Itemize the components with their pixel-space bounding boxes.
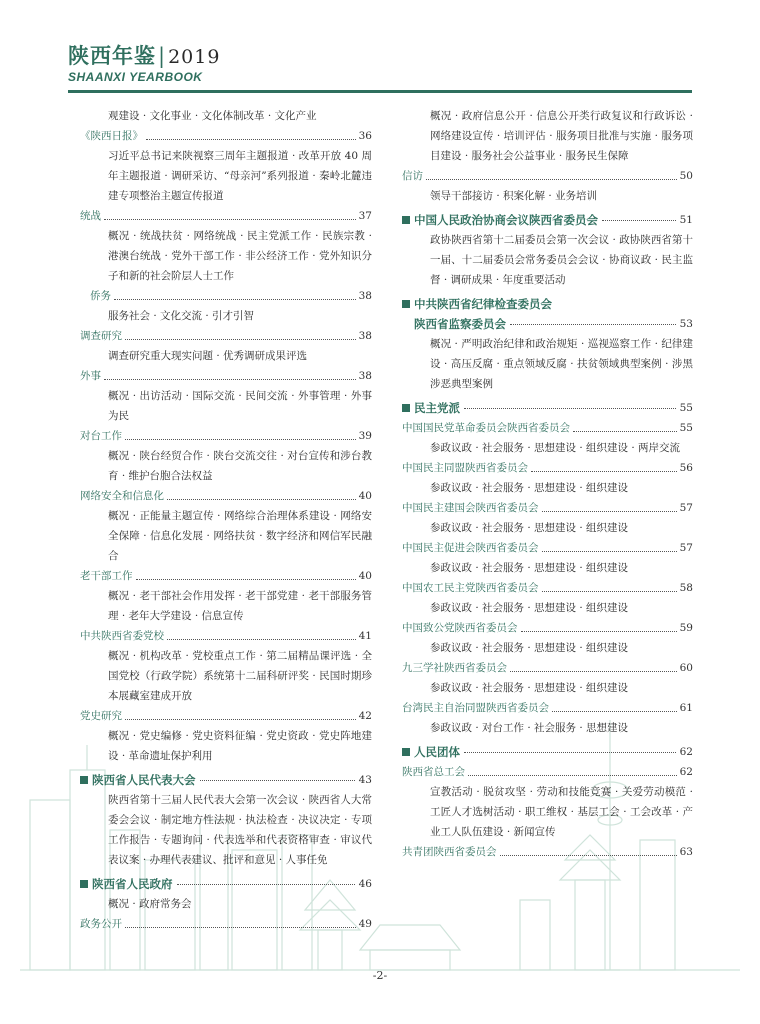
toc-entry[interactable]: [402, 458, 693, 478]
dot-leader: [104, 379, 356, 380]
toc-entry[interactable]: [80, 286, 372, 306]
toc-entry-page: 60: [679, 662, 693, 674]
toc-entry-title: 信访: [402, 170, 423, 182]
dot-leader: [573, 431, 677, 432]
toc-entry-title: 《陕西日报》: [80, 130, 143, 142]
toc-entry-title: 中国国民党革命委员会陕西省委员会: [402, 422, 570, 434]
dot-leader: [464, 408, 676, 409]
toc-entry-page: 38: [358, 290, 372, 302]
toc-entry[interactable]: [80, 914, 372, 934]
toc-entry[interactable]: [80, 486, 372, 506]
dot-leader: [552, 711, 677, 712]
toc-description: 参政议政 · 社会服务 · 思想建设 · 组织建设: [430, 482, 629, 494]
toc-entry-page: 63: [679, 846, 693, 858]
toc-entry-title: 中国民主同盟陕西省委员会: [402, 462, 528, 474]
section-square-icon: [402, 748, 410, 756]
toc-entry[interactable]: [402, 698, 693, 718]
toc-description: 政协陕西省第十二届委员会第一次会议 · 政协陕西省第十一届、十二届委员会常务委员会会议 · 协商议政 · 民主监督 · 调研成果 · 年度重要活动: [430, 234, 693, 286]
toc-entry-page: 36: [358, 130, 372, 142]
toc-entry[interactable]: [402, 762, 693, 782]
toc-entry-title: 台湾民主自治同盟陕西省委员会: [402, 702, 549, 714]
toc-entry[interactable]: [80, 206, 372, 226]
dot-leader: [464, 752, 676, 753]
toc-description: 参政议政 · 社会服务 · 思想建设 · 组织建设: [430, 682, 629, 694]
toc-entry-title: 侨务: [90, 290, 111, 302]
dot-leader: [167, 639, 356, 640]
toc-entry-title: 调查研究: [80, 330, 122, 342]
dot-leader: [167, 499, 356, 500]
toc-description: 观建设 · 文化事业 · 文化体制改革 · 文化产业: [108, 110, 317, 122]
brand-separator: |: [158, 44, 167, 68]
dot-leader: [125, 439, 356, 440]
dot-leader: [468, 775, 677, 776]
toc-entry-title: 中国民主促进会陕西省委员会: [402, 542, 539, 554]
toc-description: 参政议政 · 社会服务 · 思想建设 · 组织建设: [430, 602, 629, 614]
toc-section[interactable]: [402, 742, 693, 762]
toc-section[interactable]: [80, 770, 372, 790]
toc-entry-page: 38: [358, 330, 372, 342]
toc-section-page: 51: [679, 214, 693, 226]
page-number: -2-: [372, 969, 388, 982]
toc-section-title: 陕西省人民政府: [92, 877, 173, 891]
toc-entry-page: 62: [679, 766, 693, 778]
toc-entry-title: 党史研究: [80, 710, 122, 722]
toc-entry-title: 统战: [80, 210, 101, 222]
toc-entry[interactable]: [402, 538, 693, 558]
dot-leader: [521, 631, 677, 632]
toc-entry[interactable]: [402, 578, 693, 598]
toc-description: 宣教活动 · 脱贫攻坚 · 劳动和技能竞赛 · 关爱劳动模范 · 工匠人才选树活动 · 职工维权 · 基层工会 · 工会改革 · 产业工人队伍建设 · 新闻宣传: [430, 786, 693, 838]
toc-section-page: 46: [358, 878, 372, 890]
toc-entry-page: 56: [679, 462, 693, 474]
brand-title-en: SHAANXI YEARBOOK: [68, 70, 203, 84]
dot-leader: [542, 591, 677, 592]
toc-entry-page: 57: [679, 502, 693, 514]
toc-entry[interactable]: [402, 842, 693, 862]
toc-section-page: 53: [679, 318, 693, 330]
toc-entry-page: 42: [358, 710, 372, 722]
toc-entry-page: 55: [679, 422, 693, 434]
section-square-icon: [402, 404, 410, 412]
toc-description: 参政议政 · 对台工作 · 社会服务 · 思想建设: [430, 722, 629, 734]
dot-leader: [542, 551, 677, 552]
toc-description: 服务社会 · 文化交流 · 引才引智: [108, 310, 255, 322]
toc-section[interactable]: [402, 294, 693, 334]
toc-entry[interactable]: [80, 706, 372, 726]
toc-entry-title: 中共陕西省委党校: [80, 630, 164, 642]
dot-leader: [510, 671, 677, 672]
page-header: [68, 44, 220, 84]
brand-title: [68, 44, 220, 69]
toc-column-left: [80, 106, 372, 934]
toc-entry[interactable]: [80, 366, 372, 386]
dot-leader: [125, 927, 356, 928]
toc-entry-page: 59: [679, 622, 693, 634]
dot-leader: [136, 579, 356, 580]
toc-entry-title: 政务公开: [80, 918, 122, 930]
toc-section-page: 55: [679, 402, 693, 414]
toc-description: 概况 · 政府信息公开 · 信息公开类行政复议和行政诉讼 · 网络建设宣传 · 培训评估 · 服务项目批准与实施 · 服务项目建设 · 服务社会公益事业 · 服务民生保障: [430, 110, 693, 162]
toc-description: 概况 · 老干部社会作用发挥 · 老干部党建 · 老干部服务管理 · 老年大学建设 · 信息宣传: [108, 590, 372, 622]
toc-entry[interactable]: [80, 326, 372, 346]
brand-year: 2019: [168, 46, 221, 68]
toc-entry[interactable]: [80, 426, 372, 446]
toc-section-title: 中国人民政治协商会议陕西省委员会: [414, 213, 598, 227]
toc-entry-title: 中国农工民主党陕西省委员会: [402, 582, 539, 594]
dot-leader: [500, 855, 677, 856]
toc-description: 概况 · 机构改革 · 党校重点工作 · 第二届精品课评选 · 全国党校（行政学院）系统第十二届科研评奖 · 民国时期珍本展藏室建成开放: [108, 650, 372, 702]
header-rule: [68, 90, 692, 93]
toc-entry-title: 老干部工作: [80, 570, 133, 582]
toc-section[interactable]: [402, 210, 693, 230]
toc-section-page: 43: [358, 774, 372, 786]
section-square-icon: [402, 216, 410, 224]
toc-description: 参政议政 · 社会服务 · 思想建设 · 组织建设: [430, 562, 629, 574]
dot-leader: [200, 780, 355, 781]
toc-description: 概况 · 出访活动 · 国际交流 · 民间交流 · 外事管理 · 外事为民: [108, 390, 372, 422]
toc-entry-title: 中国民主建国会陕西省委员会: [402, 502, 539, 514]
toc-entry-page: 61: [679, 702, 693, 714]
toc-entry-title: 对台工作: [80, 430, 122, 442]
toc-description: 概况 · 陕台经贸合作 · 陕台交流交往 · 对台宣传和涉台教育 · 维护台胞合法权益: [108, 450, 372, 482]
dot-leader: [531, 471, 677, 472]
brand-title-cn: 陕西年鉴: [68, 43, 156, 68]
toc-entry[interactable]: [80, 566, 372, 586]
toc-description: 概况 · 正能量主题宣传 · 网络综合治理体系建设 · 网络安全保障 · 信息化发展 · 网络扶贫 · 数字经济和网信军民融合: [108, 510, 372, 562]
toc-description: 领导干部接访 · 积案化解 · 业务培训: [430, 190, 598, 202]
toc-entry-page: 57: [679, 542, 693, 554]
toc-description: 调查研究重大现实问题 · 优秀调研成果评选: [108, 350, 308, 362]
toc-entry-page: 50: [679, 170, 693, 182]
toc-entry[interactable]: [402, 166, 693, 186]
toc-entry[interactable]: [402, 658, 693, 678]
toc-description: 概况 · 党史编修 · 党史资料征编 · 党史资政 · 党史阵地建设 · 革命遗址保护利用: [108, 730, 372, 762]
toc-entry-page: 39: [358, 430, 372, 442]
toc-section-page: 62: [679, 746, 693, 758]
section-square-icon: [402, 300, 410, 308]
dot-leader: [510, 324, 676, 325]
toc-entry-page: 41: [358, 630, 372, 642]
dot-leader: [177, 884, 355, 885]
toc-description: 概况 · 政府常务会: [108, 898, 192, 910]
section-square-icon: [80, 776, 88, 784]
toc-entry-title: 外事: [80, 370, 101, 382]
toc-entry-page: 38: [358, 370, 372, 382]
toc-description: 陕西省第十三届人民代表大会第一次会议 · 陕西省人大常委会会议 · 制定地方性法规 · 执法检查 · 决议决定 · 专项工作报告 · 专题询问 · 代表选举和代表资格审查 · 审议代表议案 · 办理代表建议、批评和意见 · 人事任免: [108, 794, 372, 866]
dot-leader: [125, 339, 356, 340]
toc-section-title: 中共陕西省纪律检查委员会: [414, 297, 552, 311]
toc-entry-title: 网络安全和信息化: [80, 490, 164, 502]
toc-section[interactable]: [80, 874, 372, 894]
toc-section-title: 人民团体: [414, 745, 460, 759]
toc-entry-title: 九三学社陕西省委员会: [402, 662, 507, 674]
section-square-icon: [80, 880, 88, 888]
toc-description: 参政议政 · 社会服务 · 思想建设 · 组织建设: [430, 642, 629, 654]
toc-column-right: [402, 106, 693, 862]
dot-leader: [542, 511, 677, 512]
toc-entry-title: 中国致公党陕西省委员会: [402, 622, 518, 634]
toc-entry[interactable]: [402, 418, 693, 438]
toc-entry[interactable]: [80, 626, 372, 646]
toc-section-subtitle: 陕西省监察委员会: [414, 317, 506, 331]
toc-entry[interactable]: [402, 498, 693, 518]
toc-section-title: 陕西省人民代表大会: [92, 773, 196, 787]
dot-leader: [125, 719, 356, 720]
toc-entry-page: 37: [358, 210, 372, 222]
toc-description: 概况 · 严明政治纪律和政治规矩 · 巡视巡察工作 · 纪律建设 · 高压反腐 · 重点领域反腐 · 扶贫领域典型案例 · 涉黑涉恶典型案例: [430, 338, 693, 390]
dot-leader: [146, 139, 356, 140]
toc-description: 习近平总书记来陕视察三周年主题报道 · 改革开放 40 周年主题报道 · 调研采访、“母亲河”系列报道 · 秦岭北麓违建专项整治主题宣传报道: [108, 150, 372, 202]
toc-entry-title: 共青团陕西省委员会: [402, 846, 497, 858]
toc-description: 参政议政 · 社会服务 · 思想建设 · 组织建设 · 两岸交流: [430, 442, 681, 454]
toc-entry-title: 陕西省总工会: [402, 766, 465, 778]
toc-section[interactable]: [402, 398, 693, 418]
dot-leader: [426, 179, 677, 180]
toc-entry-page: 58: [679, 582, 693, 594]
toc-entry[interactable]: [402, 618, 693, 638]
dot-leader: [104, 219, 356, 220]
toc-entry-page: 49: [358, 918, 372, 930]
dot-leader: [602, 220, 676, 221]
toc-description: 参政议政 · 社会服务 · 思想建设 · 组织建设: [430, 522, 629, 534]
dot-leader: [114, 299, 356, 300]
toc-entry[interactable]: [80, 126, 372, 146]
toc-entry-page: 40: [358, 490, 372, 502]
toc-entry-page: 40: [358, 570, 372, 582]
toc-description: 概况 · 统战扶贫 · 网络统战 · 民主党派工作 · 民族宗教 · 港澳台统战 · 党外干部工作 · 非公经济工作 · 党外知识分子和新的社会阶层人士工作: [108, 230, 372, 282]
toc-section-title: 民主党派: [414, 401, 460, 415]
